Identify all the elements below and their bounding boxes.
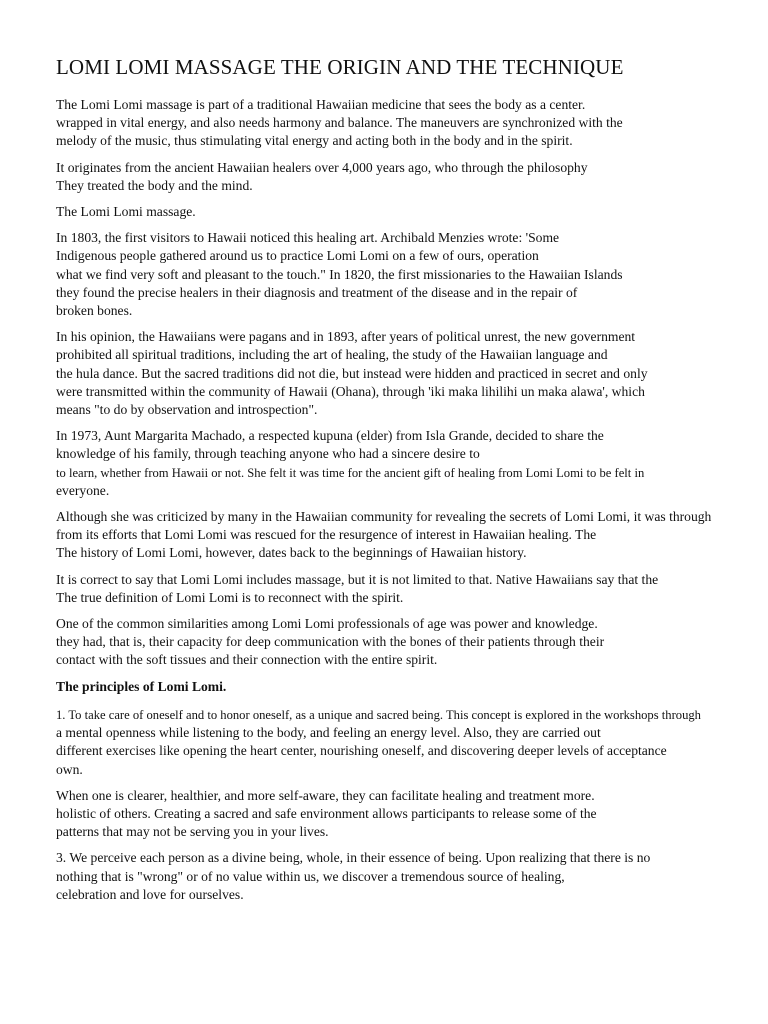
paragraph-origin — [56, 159, 768, 195]
text-line: celebration and love for ourselves. — [56, 886, 244, 902]
paragraph-definition — [56, 571, 768, 607]
paragraph-1803 — [56, 229, 768, 320]
text-line: It originates from the ancient Hawaiian healers over 4,000 years ago, who through the philosophy — [56, 159, 588, 175]
paragraph-intro — [56, 96, 768, 151]
paragraph-1973 — [56, 427, 768, 500]
text-line: When one is clearer, healthier, and more self-aware, they can facilitate healing and treatment more. — [56, 787, 595, 803]
text-line: patterns that may not be serving you in your lives. — [56, 824, 329, 840]
text-line: In 1973, Aunt Margarita Machado, a respected kupuna (elder) from Isla Grande, decided to share the — [56, 428, 604, 444]
text-line: The history of Lomi Lomi, however, dates back to the beginnings of Hawaiian history. — [56, 545, 527, 561]
text-line: Although she was criticized by many in the Hawaiian community for revealing the secrets of Lomi Lomi, it was through — [56, 509, 712, 525]
text-line: In 1803, the first visitors to Hawaii noticed this healing art. Archibald Menzies wrote: 'Some — [56, 230, 560, 246]
text-line: knowledge of his family, through teaching anyone who had a sincere desire to — [56, 446, 480, 462]
paragraph-1893 — [56, 328, 768, 419]
paragraph-short — [56, 203, 768, 221]
text-line: One of the common similarities among Lomi Lomi professionals of age was power and knowledge. — [56, 616, 598, 632]
text-line: The true definition of Lomi Lomi is to reconnect with the spirit. — [56, 589, 404, 605]
text-line: own. — [56, 761, 83, 777]
text-line: contact with the soft tissues and their connection with the entire spirit. — [56, 652, 438, 668]
document-title: LOMI LOMI MASSAGE THE ORIGIN AND THE TECHNIQUE — [56, 55, 624, 79]
principle-item-3 — [56, 849, 768, 904]
principles-heading: The principles of Lomi Lomi. — [56, 678, 227, 694]
text-line: they had, that is, their capacity for deep communication with the bones of their patients through their — [56, 634, 605, 650]
text-line: they found the precise healers in their diagnosis and treatment of the disease and in the repair of — [56, 284, 578, 300]
text-line: means "to do by observation and introspection". — [56, 402, 318, 418]
text-line: nothing that is "wrong" or of no value within us, we discover a tremendous source of healing, — [56, 868, 565, 884]
text-line: The Lomi Lomi massage. — [56, 204, 196, 220]
text-line: 1. To take care of oneself and to honor oneself, as a unique and sacred being. This concept is explored in the workshops through — [56, 707, 701, 722]
text-line: In his opinion, the Hawaiians were pagans and in 1893, after years of political unrest, the new government — [56, 329, 636, 345]
text-line: were transmitted within the community of Hawaii (Ohana), through 'iki maka lihilihi un maka alawa', which — [56, 383, 645, 399]
text-line: They treated the body and the mind. — [56, 177, 253, 193]
text-line: different exercises like opening the heart center, nourishing oneself, and discovering deeper levels of acceptance — [56, 743, 667, 759]
text-line: The Lomi Lomi massage is part of a traditional Hawaiian medicine that sees the body as a center. — [56, 97, 586, 112]
text-line: It is correct to say that Lomi Lomi includes massage, but it is not limited to that. Native Hawaiians say that the — [56, 571, 659, 587]
paragraph-criticized — [56, 508, 768, 563]
text-line: melody of the music, thus stimulating vital energy and acting both in the body and in the spirit. — [56, 133, 573, 149]
text-line: everyone. — [56, 482, 110, 498]
text-line: Indigenous people gathered around us to practice Lomi Lomi on a few of ours, operation — [56, 248, 539, 264]
text-line: prohibited all spiritual traditions, including the art of healing, the study of the Hawaiian language and — [56, 347, 608, 363]
text-line: from its efforts that Lomi Lomi was rescued for the resurgence of interest in Hawaiian healing. The — [56, 527, 597, 543]
paragraph-similarities — [56, 615, 768, 670]
text-line: 3. We perceive each person as a divine being, whole, in their essence of being. Upon realizing that there is no — [56, 850, 651, 866]
document-page — [56, 54, 768, 912]
text-line: a mental openness while listening to the body, and feeling an energy level. Also, they are carried out — [56, 725, 601, 741]
text-line: what we find very soft and pleasant to the touch." In 1820, the first missionaries to the Hawaiian Islands — [56, 266, 623, 282]
text-line: to learn, whether from Hawaii or not. She felt it was time for the ancient gift of healing from Lomi Lomi to be felt in — [56, 465, 645, 480]
principle-item-1 — [56, 706, 768, 779]
text-line: broken bones. — [56, 303, 133, 319]
text-line: the hula dance. But the sacred traditions did not die, but instead were hidden and practiced in secret and only — [56, 365, 648, 381]
principle-item-2 — [56, 787, 768, 842]
text-line: wrapped in vital energy, and also needs harmony and balance. The maneuvers are synchronized with the — [56, 115, 623, 131]
text-line: holistic of others. Creating a sacred and safe environment allows participants to release some of the — [56, 805, 597, 821]
